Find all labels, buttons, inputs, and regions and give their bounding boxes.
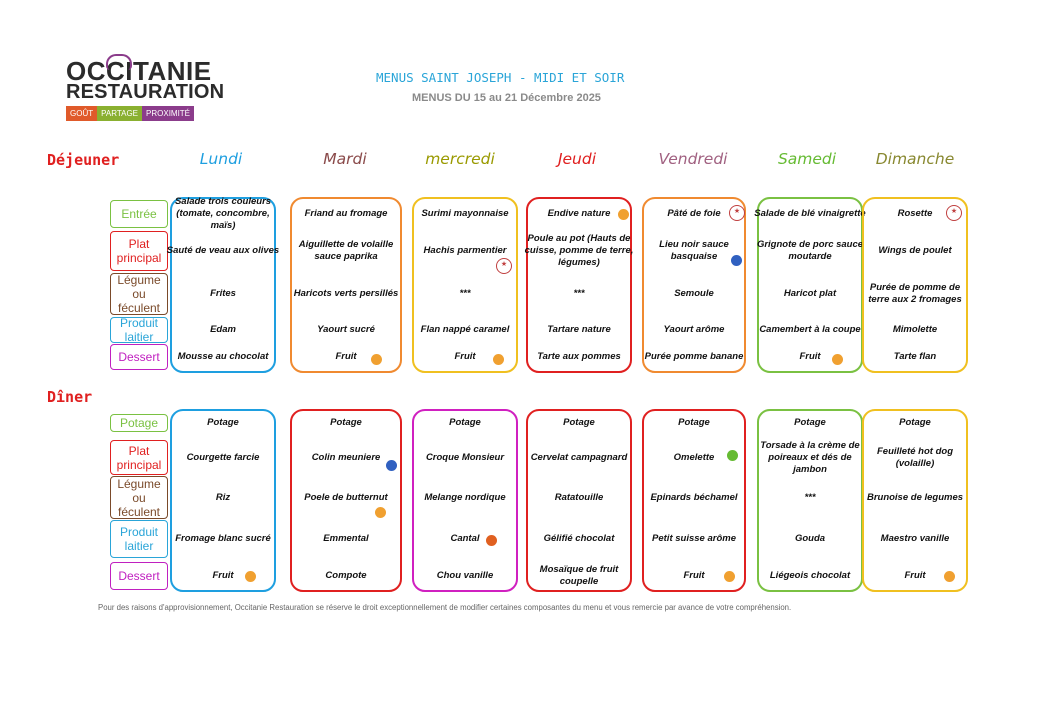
dish-name: Semoule <box>674 288 714 299</box>
lunch-row-label-0: Entrée <box>110 200 168 228</box>
dish-name: Petit suisse arôme <box>652 533 736 544</box>
lunch-dish <box>753 273 867 315</box>
dish-name: Compote <box>325 570 367 581</box>
dish-name: Potage <box>899 417 931 428</box>
lunch-dish <box>166 273 280 315</box>
page-subtitle: MENUS DU 15 au 21 Décembre 2025 <box>412 92 601 104</box>
dish-name: Emmental <box>323 533 369 544</box>
dish-name: Purée de pomme de terre aux 2 fromages <box>868 282 962 305</box>
lunch-dish <box>638 273 750 315</box>
dish-name: Poule au pot (Hauts de cuisse, pomme de terre, légumes) <box>524 233 634 268</box>
dinner-dish <box>286 476 406 519</box>
dish-name: Epinards béchamel <box>650 491 738 503</box>
dish-name: Haricot plat <box>783 288 837 299</box>
eco-icon <box>386 460 397 471</box>
dish-name: Potage <box>794 417 826 428</box>
dinner-dish <box>408 520 522 558</box>
lunch-heading: Déjeuner <box>47 151 120 169</box>
label-icon <box>724 571 735 582</box>
eco-icon <box>731 255 742 266</box>
dinner-dish <box>522 476 636 519</box>
dinner-dish <box>858 440 972 475</box>
dish-name: Rosette <box>897 208 933 219</box>
dinner-dish <box>753 414 867 432</box>
lunch-row-label-3: Produit laitier <box>110 317 168 343</box>
lunch-dish <box>408 344 522 370</box>
dish-name: Tarte aux pommes <box>537 351 621 362</box>
dish-name: Yaourt sucré <box>317 324 375 335</box>
dinner-dish <box>638 520 750 558</box>
company-logo <box>66 56 236 132</box>
dish-name: Poele de butternut <box>304 491 388 503</box>
lunch-dish <box>166 196 280 231</box>
lunch-dish <box>408 317 522 343</box>
dish-name: Hachis parmentier <box>423 245 507 256</box>
dinner-row-label-1: Plat principal <box>110 440 168 475</box>
logo-tagline <box>66 106 224 121</box>
dinner-dish <box>753 440 867 475</box>
dish-name: Riz <box>215 491 231 503</box>
dish-name: Potage <box>330 417 362 428</box>
day-header-5: Samedi <box>777 150 837 168</box>
lunch-row-label-4: Dessert <box>110 344 168 370</box>
dish-name: Friand au fromage <box>304 208 388 219</box>
dish-name: Feuilleté hot dog (volaille) <box>877 445 953 469</box>
dinner-dish <box>522 440 636 475</box>
dish-name: Gouda <box>794 533 826 544</box>
dinner-dish <box>858 414 972 432</box>
dish-name: Sauté de veau aux olives <box>166 245 280 256</box>
dinner-dish <box>858 520 972 558</box>
dinner-dish <box>166 440 280 475</box>
logo-line1: OCCITANIE <box>66 56 212 86</box>
dish-name: *** <box>459 288 471 299</box>
dish-name: Colin meuniere <box>311 451 381 463</box>
label-icon <box>618 209 629 220</box>
dish-name: Grignote de porc sauce moutarde <box>756 239 864 262</box>
label-icon <box>493 354 504 365</box>
lunch-dish <box>166 344 280 370</box>
lunch-dish <box>166 231 280 271</box>
footer-note: Pour des raisons d'approvisionnement, Occitanie Restauration se réserve le droit exceptionnellement de modifier certaines composantes du menu et vous remercie par avance de votre compréhension. <box>98 603 792 612</box>
dish-name: Courgette farcie <box>186 451 260 463</box>
dish-name: Torsade à la crème de poireaux et dés de jambon <box>760 439 860 475</box>
dish-name: Cantal <box>450 533 480 544</box>
page-title: MENUS SAINT JOSEPH - MIDI ET SOIR <box>376 70 625 85</box>
dinner-dish <box>166 562 280 590</box>
logo-line2: RESTAURATION <box>66 81 225 103</box>
dish-name: Fruit <box>904 570 926 581</box>
dish-name: Endive nature <box>547 208 611 219</box>
dish-name: *** <box>804 491 816 503</box>
lunch-dish <box>408 200 522 228</box>
dinner-row-label-2: Légume ou féculent <box>110 476 168 519</box>
logo-tag-gout: GOÛT <box>66 106 97 121</box>
dish-name: Fruit <box>212 570 234 581</box>
dinner-dish <box>753 562 867 590</box>
dish-name: Frites <box>210 288 236 299</box>
dinner-dish <box>286 562 406 590</box>
dinner-dish <box>166 476 280 519</box>
lunch-dish <box>522 344 636 370</box>
lunch-dish <box>286 344 406 370</box>
dish-name: Salade trois couleurs (tomate, concombre, maïs) <box>174 196 272 231</box>
lunch-dish <box>753 344 867 370</box>
dish-name: Tarte flan <box>893 351 937 362</box>
dish-name: Fromage blanc sucré <box>175 533 271 544</box>
lunch-dish <box>753 317 867 343</box>
lunch-dish <box>522 317 636 343</box>
dish-name: Fruit <box>335 351 357 362</box>
dish-name: Aiguillette de volaille sauce paprika <box>298 239 394 262</box>
cheese-icon <box>486 535 497 546</box>
dish-name: Ratatouille <box>554 491 604 503</box>
dish-name: Purée pomme banane <box>644 351 744 362</box>
dish-name: Brunoise de legumes <box>866 491 964 503</box>
dish-name: Salade de blé vinaigrette <box>754 208 866 219</box>
dinner-dish <box>408 440 522 475</box>
dinner-dish <box>286 414 406 432</box>
label-icon <box>371 354 382 365</box>
dish-name: Chou vanille <box>436 570 494 581</box>
dinner-dish <box>408 476 522 519</box>
dish-name: Fruit <box>454 351 476 362</box>
dish-name: Pâté de foie <box>667 208 721 219</box>
dinner-dish <box>638 476 750 519</box>
dinner-dish <box>286 520 406 558</box>
dish-name: Camembert à la coupe <box>759 324 861 335</box>
lunch-dish <box>858 317 972 343</box>
lunch-dish <box>638 317 750 343</box>
dish-name: Potage <box>207 417 239 428</box>
lunch-dish <box>286 317 406 343</box>
dish-name: Croque Monsieur <box>425 451 505 463</box>
dinner-dish <box>166 520 280 558</box>
lunch-dish <box>286 200 406 228</box>
dinner-dish <box>522 562 636 590</box>
dish-name: Liégeois chocolat <box>769 570 851 581</box>
dinner-row-label-4: Dessert <box>110 562 168 590</box>
dinner-dish <box>753 520 867 558</box>
dish-name: Haricots verts persillés <box>293 288 399 299</box>
dish-name: Wings de poulet <box>878 245 952 256</box>
dish-name: Edam <box>210 324 236 335</box>
lunch-row-label-2: Légume ou féculent <box>110 273 168 315</box>
lunch-dish <box>408 273 522 315</box>
dish-name: Omelette <box>673 451 715 463</box>
logo-tag-proximite: PROXIMITÉ <box>142 106 194 121</box>
label-icon <box>245 571 256 582</box>
dinner-row-label-0: Potage <box>110 414 168 432</box>
day-header-3: Jeudi <box>557 150 597 168</box>
lunch-dish <box>858 273 972 315</box>
dish-name: Mousse au chocolat <box>177 351 269 362</box>
day-header-2: mercredi <box>425 150 495 168</box>
dish-name: Surimi mayonnaise <box>421 208 509 219</box>
star-label-icon: ★ <box>729 205 745 221</box>
dish-name: Gélifié chocolat <box>543 533 615 544</box>
logo-tag-partage: PARTAGE <box>97 106 142 121</box>
day-header-1: Mardi <box>323 150 367 168</box>
day-header-0: Lundi <box>199 150 243 168</box>
dinner-dish <box>522 414 636 432</box>
chef-hat-icon <box>106 54 132 70</box>
label-icon <box>375 507 386 518</box>
lunch-dish <box>858 344 972 370</box>
dish-name: Mimolette <box>892 324 938 335</box>
dish-name: Melange nordique <box>424 491 506 503</box>
lunch-dish <box>286 231 406 271</box>
dinner-dish <box>408 562 522 590</box>
dish-name: Fruit <box>799 351 821 362</box>
lunch-dish <box>166 317 280 343</box>
dish-name: *** <box>573 288 585 299</box>
dish-name: Maestro vanille <box>880 533 950 544</box>
lunch-dish <box>286 273 406 315</box>
eco-icon <box>727 450 738 461</box>
label-icon <box>944 571 955 582</box>
dish-name: Flan nappé caramel <box>420 324 510 335</box>
dish-name: Lieu noir sauce basquaise <box>659 239 729 262</box>
dish-name: Yaourt arôme <box>663 324 725 335</box>
lunch-dish <box>522 273 636 315</box>
lunch-row-label-1: Plat principal <box>110 231 168 271</box>
dinner-row-label-3: Produit laitier <box>110 520 168 558</box>
label-icon <box>832 354 843 365</box>
dish-name: Potage <box>449 417 481 428</box>
star-label-icon: ★ <box>496 258 512 274</box>
dish-name: Potage <box>563 417 595 428</box>
dinner-dish <box>166 414 280 432</box>
lunch-dish <box>858 231 972 271</box>
dish-name: Tartare nature <box>547 324 611 335</box>
dish-name: Fruit <box>683 570 705 581</box>
lunch-dish <box>753 231 867 271</box>
dinner-dish <box>408 414 522 432</box>
lunch-dish <box>753 200 867 228</box>
dish-name: Mosaïque de fruit coupelle <box>539 564 619 587</box>
dish-name: Cervelat campagnard <box>530 451 628 463</box>
dinner-dish <box>638 414 750 432</box>
dinner-dish <box>858 476 972 519</box>
lunch-dish <box>638 344 750 370</box>
star-label-icon: ★ <box>946 205 962 221</box>
day-header-4: Vendredi <box>658 150 728 168</box>
dinner-dish <box>522 520 636 558</box>
lunch-dish <box>522 231 636 271</box>
dinner-heading: Dîner <box>47 388 93 406</box>
dinner-dish <box>753 476 867 519</box>
day-header-6: Dimanche <box>875 150 955 168</box>
dish-name: Potage <box>678 417 710 428</box>
